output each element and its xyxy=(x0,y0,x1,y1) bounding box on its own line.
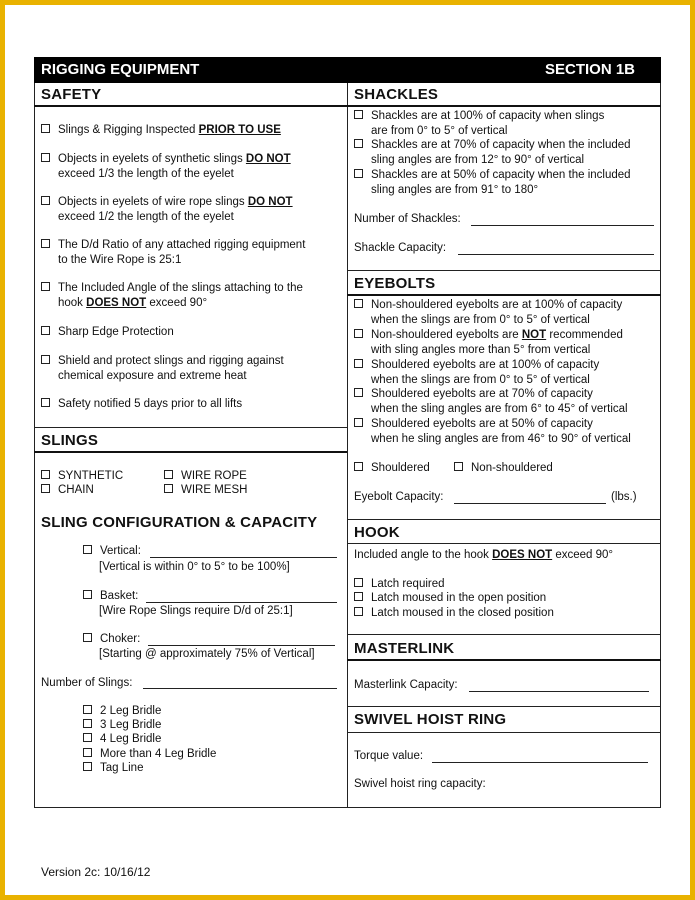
divider xyxy=(34,105,347,107)
safety-item-synthetic-eyelets[interactable]: Objects in eyelets of synthetic slings DO NOT exceed 1/3 the length of the eyelet xyxy=(41,152,291,181)
config-choker[interactable]: Choker: xyxy=(83,632,140,647)
checkbox[interactable] xyxy=(164,470,173,479)
shackle-item[interactable]: Shackles are at 70% of capacity when the included sling angles are from 12° to 90° of vertical xyxy=(354,138,631,167)
eyebolt-capacity-field[interactable] xyxy=(454,503,606,504)
checkbox[interactable] xyxy=(83,545,92,554)
swivel-capacity-label: Swivel hoist ring capacity: xyxy=(354,778,486,790)
checkbox[interactable] xyxy=(83,762,92,771)
eyebolt-item[interactable]: Non-shouldered eyebolts are at 100% of capacity when the slings are from 0° to 5° of vertical xyxy=(354,298,622,327)
divider xyxy=(347,270,661,271)
hook-note: Included angle to the hook DOES NOT exceed 90° xyxy=(354,549,614,561)
checkbox[interactable] xyxy=(41,470,50,479)
divider xyxy=(347,105,661,107)
checkbox[interactable] xyxy=(41,239,50,248)
safety-item-dd-ratio[interactable]: The D/d Ratio of any attached rigging equipment to the Wire Rope is 25:1 xyxy=(41,238,305,267)
bridle-option[interactable]: 4 Leg Bridle xyxy=(83,732,161,747)
checkbox[interactable] xyxy=(354,110,363,119)
eyebolt-capacity-unit: (lbs.) xyxy=(611,491,637,503)
torque-field[interactable] xyxy=(432,762,648,763)
checkbox[interactable] xyxy=(83,590,92,599)
shackle-item[interactable]: Shackles are at 100% of capacity when slings are from 0° to 5° of vertical xyxy=(354,109,604,138)
divider xyxy=(347,706,661,707)
safety-heading: SAFETY xyxy=(41,86,102,103)
bridle-option[interactable]: 2 Leg Bridle xyxy=(83,704,161,719)
eyebolt-item[interactable]: Shouldered eyebolts are at 70% of capacity when the sling angles are from 6° to 45° of vertical xyxy=(354,387,628,416)
sling-type-wire-rope[interactable]: WIRE ROPE xyxy=(164,469,247,484)
masterlink-heading: MASTERLINK xyxy=(354,640,455,657)
checkbox[interactable] xyxy=(454,462,463,471)
header-banner xyxy=(34,57,661,83)
choker-note: [Starting @ approximately 75% of Vertical] xyxy=(99,648,315,660)
slings-heading: SLINGS xyxy=(41,432,99,449)
hook-latch-required[interactable]: Latch required xyxy=(354,577,445,592)
checkbox[interactable] xyxy=(83,748,92,757)
safety-item-sharp-edge[interactable]: Sharp Edge Protection xyxy=(41,325,174,340)
shackle-capacity-field[interactable] xyxy=(458,254,654,255)
checkbox[interactable] xyxy=(41,282,50,291)
divider xyxy=(34,427,347,428)
sling-type-chain[interactable]: CHAIN xyxy=(41,483,94,498)
checkbox[interactable] xyxy=(41,124,50,133)
torque-label: Torque value: xyxy=(354,750,424,762)
masterlink-capacity-field[interactable] xyxy=(469,691,649,692)
choker-field[interactable] xyxy=(148,645,335,646)
checkbox[interactable] xyxy=(354,462,363,471)
divider xyxy=(347,519,661,520)
safety-item-notified[interactable]: Safety notified 5 days prior to all lifts xyxy=(41,397,242,412)
checkbox[interactable] xyxy=(83,733,92,742)
eyebolt-item[interactable]: Non-shouldered eyebolts are NOT recommended with sling angles more than 5° from vertical xyxy=(354,328,623,357)
safety-item-shield[interactable]: Shield and protect slings and rigging against chemical exposure and extreme heat xyxy=(41,354,284,383)
divider xyxy=(347,659,661,661)
vertical-field[interactable] xyxy=(150,557,337,558)
bridle-option[interactable]: Tag Line xyxy=(83,761,143,776)
vertical-note: [Vertical is within 0° to 5° to be 100%] xyxy=(99,561,290,573)
checkbox[interactable] xyxy=(41,355,50,364)
checkbox[interactable] xyxy=(41,326,50,335)
checkbox[interactable] xyxy=(164,484,173,493)
eyebolt-item[interactable]: Shouldered eyebolts are at 100% of capacity when the slings are from 0° to 5° of vertical xyxy=(354,358,599,387)
safety-item-inspected[interactable]: Slings & Rigging Inspected PRIOR TO USE xyxy=(41,123,281,138)
number-of-slings-field[interactable] xyxy=(143,688,337,689)
section-label: SECTION 1B xyxy=(544,61,635,78)
eyebolt-non-shouldered[interactable]: Non-shouldered xyxy=(454,461,553,476)
eyebolt-item[interactable]: Shouldered eyebolts are at 50% of capacity when he sling angles are from 46° to 90° of vertical xyxy=(354,417,631,446)
bridle-option[interactable]: 3 Leg Bridle xyxy=(83,718,161,733)
divider xyxy=(347,732,661,733)
page-border-left xyxy=(0,0,5,900)
shackle-item[interactable]: Shackles are at 50% of capacity when the included sling angles are from 91° to 180° xyxy=(354,168,631,197)
checkbox[interactable] xyxy=(354,592,363,601)
checkbox[interactable] xyxy=(354,139,363,148)
form-title: RIGGING EQUIPMENT xyxy=(41,61,200,78)
checkbox[interactable] xyxy=(354,299,363,308)
number-of-shackles-label: Number of Shackles: xyxy=(354,213,461,225)
hook-heading: HOOK xyxy=(354,524,400,541)
column-divider xyxy=(347,83,348,808)
divider xyxy=(34,451,347,453)
eyebolt-capacity-label: Eyebolt Capacity: xyxy=(354,491,444,503)
divider xyxy=(347,294,661,296)
checkbox[interactable] xyxy=(354,607,363,616)
number-of-shackles-field[interactable] xyxy=(471,225,654,226)
sling-type-wire-mesh[interactable]: WIRE MESH xyxy=(164,483,247,498)
checkbox[interactable] xyxy=(354,359,363,368)
basket-field[interactable] xyxy=(146,602,337,603)
checkbox[interactable] xyxy=(354,418,363,427)
config-vertical[interactable]: Vertical: xyxy=(83,544,141,559)
hook-latch-open[interactable]: Latch moused in the open position xyxy=(354,591,546,606)
config-basket[interactable]: Basket: xyxy=(83,589,138,604)
config-heading: SLING CONFIGURATION & CAPACITY xyxy=(41,514,318,531)
masterlink-capacity-label: Masterlink Capacity: xyxy=(354,679,458,691)
checkbox[interactable] xyxy=(41,484,50,493)
shackles-heading: SHACKLES xyxy=(354,86,439,103)
checkbox[interactable] xyxy=(354,169,363,178)
checkbox[interactable] xyxy=(83,705,92,714)
hook-latch-closed[interactable]: Latch moused in the closed position xyxy=(354,606,554,621)
basket-note: [Wire Rope Slings require D/d of 25:1] xyxy=(99,605,293,617)
shackle-capacity-label: Shackle Capacity: xyxy=(354,242,447,254)
sling-type-synthetic[interactable]: SYNTHETIC xyxy=(41,469,123,484)
checkbox[interactable] xyxy=(41,398,50,407)
checkbox[interactable] xyxy=(354,329,363,338)
eyebolt-shouldered[interactable]: Shouldered xyxy=(354,461,430,476)
checkbox[interactable] xyxy=(41,153,50,162)
safety-item-included-angle[interactable]: The Included Angle of the slings attaching to the hook DOES NOT exceed 90° xyxy=(41,281,303,310)
page-border-bottom xyxy=(0,895,695,900)
swivel-heading: SWIVEL HOIST RING xyxy=(354,711,507,728)
checkbox[interactable] xyxy=(354,388,363,397)
checkbox[interactable] xyxy=(354,578,363,587)
bridle-option[interactable]: More than 4 Leg Bridle xyxy=(83,747,216,762)
eyebolts-heading: EYEBOLTS xyxy=(354,275,436,292)
checkbox[interactable] xyxy=(41,196,50,205)
version-label: Version 2c: 10/16/12 xyxy=(41,865,151,879)
checkbox[interactable] xyxy=(83,719,92,728)
divider xyxy=(347,543,661,544)
number-of-slings-label: Number of Slings: xyxy=(41,677,133,689)
page-border-right xyxy=(690,0,695,900)
page-border-top xyxy=(0,0,695,5)
checkbox[interactable] xyxy=(83,633,92,642)
divider xyxy=(347,634,661,635)
safety-item-wire-eyelets[interactable]: Objects in eyelets of wire rope slings DO NOT exceed 1/2 the length of the eyelet xyxy=(41,195,293,224)
